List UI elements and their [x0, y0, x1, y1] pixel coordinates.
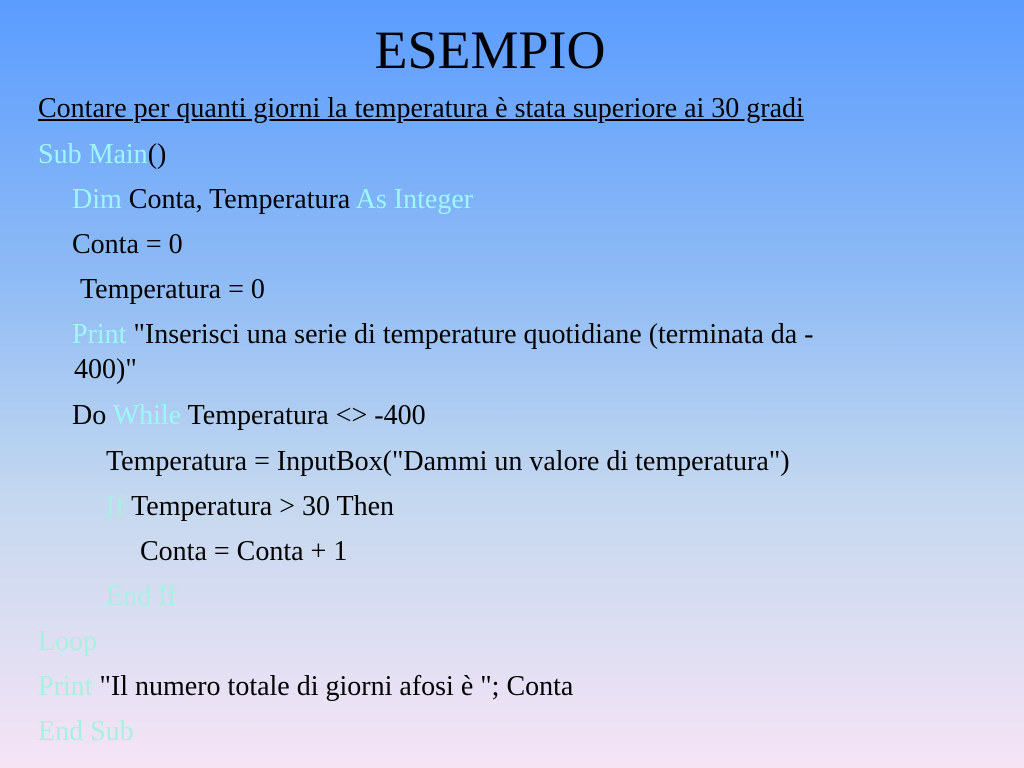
- slide-heading: Contare per quanti giorni la temperatura è stata superiore ai 30 gradi: [38, 93, 804, 124]
- code-line-print-prompt: [72, 318, 814, 352]
- code-line-temperatura-init: Temperatura = 0: [80, 274, 265, 305]
- code-text: Temperatura > 30 Then: [124, 491, 395, 522]
- keyword-end-sub: End Sub: [38, 716, 134, 747]
- keyword-if: If: [106, 491, 125, 522]
- code-line-print-result: [38, 670, 573, 704]
- code-text: "Il numero totale di giorni afosi è "; Conta: [92, 671, 574, 702]
- code-line-conta-init: Conta = 0: [72, 229, 183, 260]
- code-text: Temperatura <> -400: [181, 400, 426, 431]
- code-line-print-prompt-cont: 400)": [74, 354, 137, 385]
- slide-title: ESEMPIO: [374, 20, 606, 80]
- code-line-do-while: [72, 399, 426, 433]
- code-text: "Inserisci una serie di temperature quotidiane (terminata da -: [126, 319, 814, 350]
- code-line-conta-increment: Conta = Conta + 1: [140, 536, 348, 567]
- code-text: (): [147, 139, 167, 170]
- code-line-inputbox: Temperatura = InputBox("Dammi un valore di temperatura"): [106, 446, 790, 477]
- keyword-sub-main: Sub Main: [38, 139, 148, 170]
- keyword-print: Print: [72, 319, 127, 350]
- keyword-as-integer: As Integer: [355, 184, 474, 215]
- code-text: Conta, Temperatura: [121, 184, 356, 215]
- keyword-end-if: End If: [106, 581, 177, 612]
- keyword-loop: Loop: [38, 626, 98, 657]
- keyword-while: While: [112, 400, 182, 431]
- keyword-print: Print: [38, 671, 93, 702]
- keyword-dim: Dim: [72, 184, 122, 215]
- code-line-sub-main: [38, 138, 166, 172]
- code-text: Do: [72, 400, 113, 431]
- code-line-dim: [72, 183, 473, 217]
- code-line-if: [106, 490, 394, 524]
